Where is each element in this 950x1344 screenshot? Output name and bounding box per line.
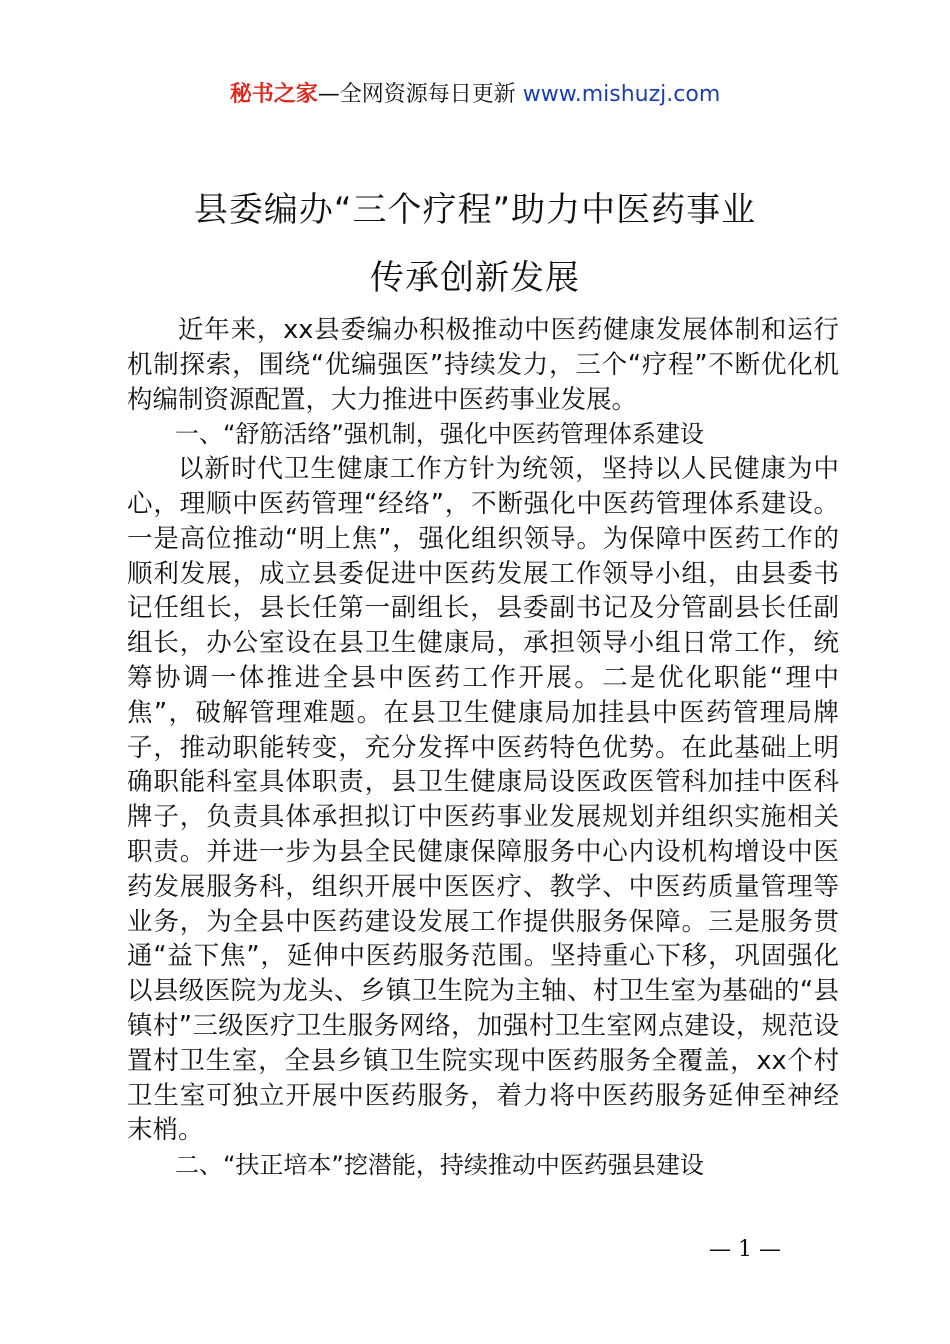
document-title-line-2: 传承创新发展 <box>370 258 580 298</box>
section-1-paragraph: 以新时代卫生健康工作方针为统领，坚持以人民健康为中心，理顺中医药管理“经络”，不断强化中医药管理体系建设。一是高位推动“明上焦”，强化组织领导。为保障中医药工作的顺利发展，成立县委促进中医药发展工作领导小组，由县委书记任组长，县长任第一副组长，县委副书记及分管副县长任副组长，办公室设在县卫生健康局，承担领导小组日常工作，统筹协调一体推进全县中医药工作开展。二是优化职能“理中焦”，破解管理难题。在县卫生健康局加挂县中医药管理局牌子，推动职能转变，充分发挥中医药特色优势。在此基础上明确职能科室具体职责，县卫生健康局设医政医管科加挂中医科牌子，负责具体承担拟订中医药事业发展规划并组织实施相关职责。并进一步为县全民健康保障服务中心内设机构增设中医药发展服务科，组织开展中医医疗、教学、中医药质量管理等业务，为全县中医药建设发展工作提供服务保障。三是服务贯通“益下焦”，延伸中医药服务范围。坚持重心下移，巩固强化以县级医院为龙头、乡镇卫生院为主轴、村卫生室为基础的“县镇村”三级医疗卫生服务网络，加强村卫生室网点建设，规范设置村卫生室，全县乡镇卫生院实现中医药服务全覆盖，xx个村卫生室可独立开展中医药服务，着力将中医药服务延伸至神经末梢。 <box>127 454 839 1146</box>
brand-name: 秘书之家 <box>229 82 318 107</box>
watermark-header <box>0 78 950 112</box>
section-heading-1: 一、“舒筋活络”强机制，强化中医药管理体系建设 <box>175 420 704 449</box>
document-body <box>127 313 839 1183</box>
section-heading-2: 二、“扶正培本”挖潜能，持续推动中医药强县建设 <box>175 1151 704 1180</box>
site-url: www.mishuzj.com <box>522 82 721 107</box>
header-tagline: —全网资源每日更新 <box>317 82 523 107</box>
intro-paragraph: 近年来，xx县委编办积极推动中医药健康发展体制和运行机制探索，围绕“优编强医”持续发力，三个“疗程”不断优化机构编制资源配置，大力推进中医药事业发展。 <box>127 315 839 415</box>
document-title-line-1: 县委编办“三个疗程”助力中医药事业 <box>193 190 757 230</box>
page-number: — 1 — <box>709 1237 781 1262</box>
